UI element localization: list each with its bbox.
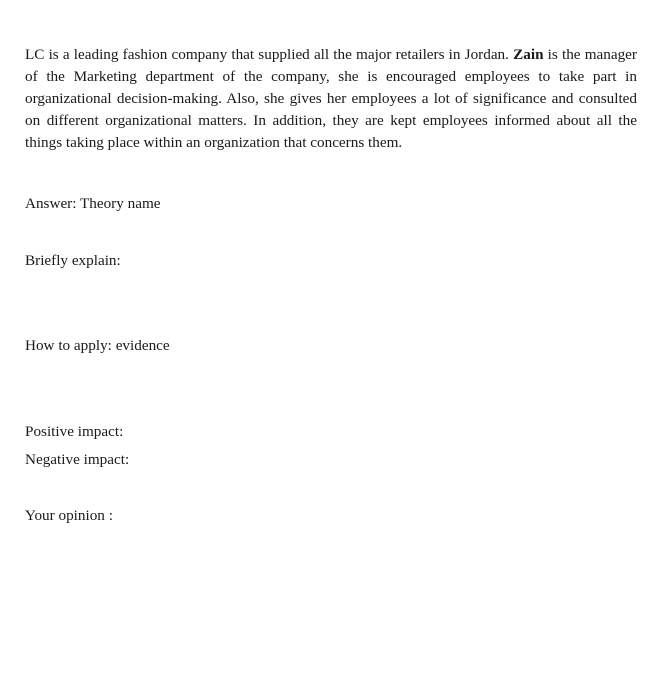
manager-name: Zain [513,46,544,63]
briefly-explain-label: Briefly explain: [25,252,121,269]
positive-impact-label: Positive impact: [25,423,124,440]
your-opinion-label: Your opinion : [25,507,113,524]
case-text-start: LC is a leading fashion company that supplied all the major retailers in Jordan. [25,46,514,63]
case-paragraph [25,44,637,154]
answer-theory-label: Answer: Theory name [25,195,161,212]
negative-impact-label: Negative impact: [25,451,130,468]
how-to-apply-label: How to apply: evidence [25,337,170,354]
case-text-rest: is the manager of the Marketing department of the company, she is encouraged employees to take part in organizational decision-making. Also, she gives her employees a lot of significance and consulted on different organizational matters. In addition, they are kept employees informed about all the things taking place within an organization that concerns them. [25,46,637,151]
